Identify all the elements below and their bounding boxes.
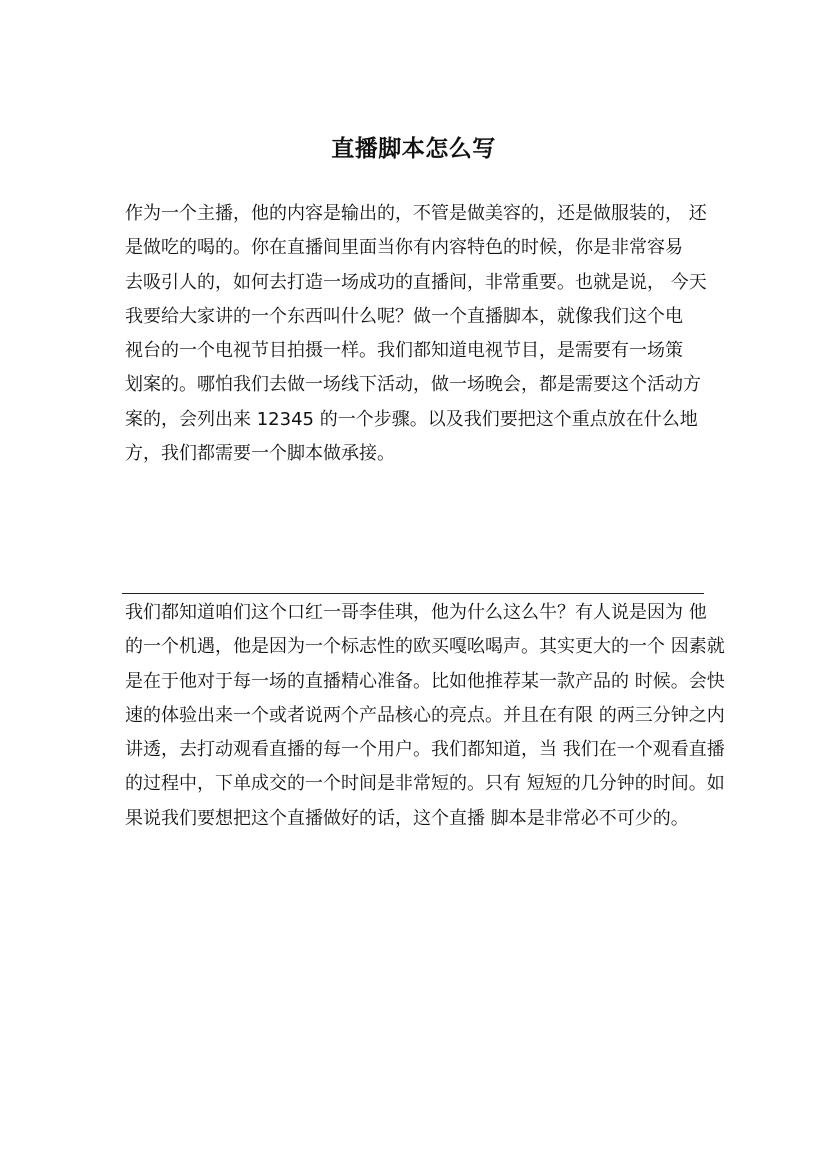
- paragraph-line: 是做吃的喝的。你在直播间里面当你有内容特色的时候，你是非常容易: [125, 237, 683, 259]
- paragraph-line: 作为一个主播，他的内容是输出的，不管是做美容的，还是做服装的， 还: [125, 203, 707, 224]
- paragraph-line: 案的，会列出来 12345 的一个步骤。以及我们要把这个重点放在什么地: [125, 408, 698, 430]
- paragraph-line: 去吸引人的，如何去打造一场成功的直播间，非常重要。也就是说， 今天: [125, 271, 707, 293]
- paragraph-line: 方，我们都需要一个脚本做承接。: [125, 443, 395, 465]
- paragraph-line: 我要给大家讲的一个东西叫什么呢？做一个直播脚本，就像我们这个电: [125, 305, 683, 327]
- section-divider: [122, 593, 704, 594]
- paragraph-line: 的过程中，下单成交的一个时间是非常短的。只有 短短的几分钟的时间。如: [125, 773, 725, 795]
- paragraph-line: 视台的一个电视节目拍摄一样。我们都知道电视节目，是需要有一场策: [125, 340, 683, 362]
- paragraph-line: 是在于他对于每一场的直播精心准备。比如他推荐某一款产品的 时候。会快: [125, 670, 725, 692]
- paragraph-example: [125, 596, 725, 836]
- paragraph-line: 的一个机遇，他是因为一个标志性的欧买嘎吆喝声。其实更大的一个 因素就: [125, 636, 725, 658]
- paragraph-line: 讲透，去打动观看直播的每一个用户。我们都知道，当 我们在一个观看直播: [125, 739, 725, 761]
- paragraph-line: 速的体验出来一个或者说两个产品核心的亮点。并且在有限 的两三分钟之内: [125, 704, 725, 726]
- paragraph-line: 划案的。哪怕我们去做一场线下活动，做一场晚会，都是需要这个活动方: [125, 374, 701, 396]
- paragraph-line: 果说我们要想把这个直播做好的话，这个直播 脚本是非常必不可少的。: [125, 807, 689, 829]
- paragraph-line: 我们都知道咱们这个口红一哥李佳琪，他为什么这么牛？有人说是因为 他: [125, 602, 707, 623]
- document-title: 直播脚本怎么写: [331, 136, 496, 162]
- paragraph-intro: [125, 197, 707, 471]
